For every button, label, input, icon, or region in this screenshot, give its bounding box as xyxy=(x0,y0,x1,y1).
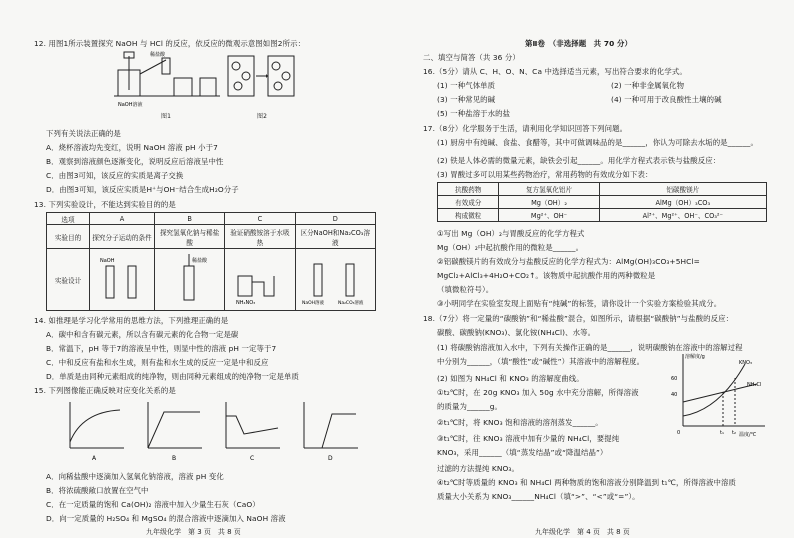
q18-sub-3b: 的质量为______g。 xyxy=(437,402,503,411)
tick-x-0: 0 xyxy=(677,430,681,436)
design-d-label-1: NaOH溶液 xyxy=(302,300,325,306)
fig2-label: 图2 xyxy=(257,113,268,120)
q16-item-4: (4) 一种可用于改良酸性土壤的碱 xyxy=(611,95,722,104)
tick-y-60: 60 xyxy=(671,376,678,382)
design-c-label: NH₄NO₃ xyxy=(235,299,256,306)
q17-line-2: (2) 铁是人体必需的微量元素，缺铁会引起______。用化学方程式表示铁与盐酸反应： xyxy=(437,156,721,165)
q14-option-a: A．碳中和含有碳元素，所以含有碳元素的化合物一定是碳 xyxy=(46,330,239,339)
q13-purpose-label: 实验目的 xyxy=(47,225,90,249)
graph-b xyxy=(148,402,202,462)
q18-sub-5: ③t₁℃时，往 KNO₃ 溶液中加有少量的 NH₄Cl，要提纯 xyxy=(437,434,620,443)
tick-x-t2: t₂ xyxy=(732,430,736,436)
tick-y-40: 40 xyxy=(671,392,678,398)
design-b-label: 稀盐酸 xyxy=(191,257,207,264)
antacid-row2-col3: Al³⁺、Mg²⁺、OH⁻、CO₃²⁻ xyxy=(599,209,766,222)
graph-d xyxy=(304,402,358,462)
q17-line-6: ②铝碳酸镁片的有效成分与盐酸反应的化学方程式为：AlMg(OH)₃CO₃+5HCl= xyxy=(437,257,700,266)
q13-header-b: B xyxy=(155,213,225,225)
antacid-row1-label: 有效成分 xyxy=(438,196,499,209)
q18-sub-6: 过滤的方法提纯 KNO₃。 xyxy=(437,464,519,473)
q17-line-4: ①写出 Mg（OH）₂与胃酸反应的化学方程式 xyxy=(437,229,585,238)
q15-option-b: B．将浓硫酸敞口放置在空气中 xyxy=(46,486,149,495)
fig1-label-naoh: NaOH溶液 xyxy=(118,102,143,108)
design-a-label: NaOH xyxy=(100,257,115,264)
q17-line-9: ③小明同学在实验室发现上面贴有“纯碱”的标签，请你设计一个实验方案检验其成分。 xyxy=(437,299,722,308)
q18-sub-4: ②t₁℃时，将 KNO₃ 饱和溶液的溶剂蒸发______。 xyxy=(437,418,603,427)
q12-stem: 12. 用图1所示装置探究 NaOH 与 HCl 的反应，依反应的微观示意图如图2所示： xyxy=(34,39,306,48)
series-nh4cl: NH₄Cl xyxy=(747,382,762,388)
q16-item-5: (5) 一种盐溶于水的盐 xyxy=(437,109,511,118)
q18-sub-1: (1) 将碳酸钠溶液加入水中，下列有关操作正确的是______，说明碳酸钠在溶液中的溶解过程 xyxy=(437,343,743,352)
q12-figure-1 xyxy=(112,50,222,112)
q13-purpose-a: 探究分子运动的条件 xyxy=(90,225,155,249)
q12-prompt: 下列有关说法正确的是 xyxy=(46,129,121,138)
q14-option-d: D．单质是由同种元素组成的纯净物，则由同种元素组成的纯净物一定是单质 xyxy=(46,372,299,381)
q12-option-a: A．烧杯溶液均先变红，说明 NaOH 溶液 pH 小于7 xyxy=(46,143,218,152)
graph-ylabel: 溶解度/g xyxy=(685,354,705,360)
q18-sub-5b: KNO₃，采用______（填“蒸发结晶”或“降温结晶”） xyxy=(437,448,608,457)
q13-design-b xyxy=(155,249,225,311)
q13-purpose-b: 探究氢氧化钠与稀盐酸 xyxy=(155,225,225,249)
q13-stem: 13. 下列实验设计，不能达到实验目的的是 xyxy=(34,200,176,209)
right-footer: 九年级化学 第 4 页 共 8 页 xyxy=(535,528,630,536)
q12-option-b: B．观察到溶液颜色逐渐变化，说明反应后溶液呈中性 xyxy=(46,157,224,166)
q18-sub-1b: 中分别为______，（填“酸性”或“碱性”）其溶液中的溶解程度。 xyxy=(437,357,645,366)
q17-line-8: （填微粒符号）。 xyxy=(437,285,494,294)
q18-sub-7: ④t₂℃时等质量的 KNO₃ 和 NH₄Cl 两种物质的饱和溶液分别降温到 t₁℃，所得溶液中溶质 xyxy=(437,478,736,487)
q18-sub-7b: 质量大小关系为 KNO₃______NH₄Cl（填“>”、“<”或“=”）。 xyxy=(437,492,640,501)
q13-design-label: 实验设计 xyxy=(47,249,90,311)
q17-line-5: Mg（OH）₂中起抗酸作用的微粒是______。 xyxy=(437,243,584,252)
q12-figure-2 xyxy=(224,46,304,112)
graph-c xyxy=(226,402,280,462)
q17-stem: 17.（8分）化学服务于生活，请利用化学知识回答下列问题。 xyxy=(423,124,628,133)
antacid-row2-col2: Mg²⁺、OH⁻ xyxy=(499,209,599,222)
q17-antacid-table xyxy=(437,182,767,222)
graph-xlabel: 温度/℃ xyxy=(739,432,757,438)
q14-stem: 14. 如推理是学习化学常用的思维方法，下列推理正确的是 xyxy=(34,316,229,325)
fig1-label: 图1 xyxy=(161,113,172,120)
q17-line-7: MgCl₂+AlCl₃+4H₂O+CO₂↑。该物质中起抗酸作用的两种微粒是 xyxy=(437,271,656,280)
q13-header-c: C xyxy=(225,213,295,225)
q13-design-a xyxy=(90,249,155,311)
q12-option-c: C．由图3可知，该反应的实质是离子交换 xyxy=(46,171,184,180)
design-d-label-2: Na₂CO₃溶液 xyxy=(338,300,364,306)
q17-line-3: (3) 胃酸过多可以用某些药物治疗，常用药物的有效成分如下表： xyxy=(437,170,653,179)
tick-x-t1: t₁ xyxy=(720,430,724,436)
q16-item-1: (1) 一种气体单质 xyxy=(437,81,496,90)
q18-stem: 18.（7分）将一定量的“碳酸钠”和“稀盐酸”混合，如图所示，请根据“碳酸钠”与盐酸的反应： xyxy=(423,314,734,323)
q15-graphs xyxy=(60,398,370,464)
q15-stem: 15. 下列图像能正确反映对应变化关系的是 xyxy=(34,386,176,395)
graph-letter-d: D xyxy=(328,455,333,462)
q18-sub-2: (2) 如图为 NH₄Cl 和 KNO₃ 的溶解度曲线。 xyxy=(437,374,584,383)
q13-header-d: D xyxy=(295,213,375,225)
q13-header-option: 选项 xyxy=(47,213,90,225)
solubility-graph xyxy=(669,350,769,440)
q18-sub-3: ①t₂℃时，在 20g KNO₃ 加入 50g 水中充分溶解，所得溶液 xyxy=(437,388,639,397)
graph-a xyxy=(70,402,124,462)
q16-item-2: (2) 一种非金属氧化物 xyxy=(611,81,685,90)
q13-design-d xyxy=(295,249,375,311)
q13-table xyxy=(46,212,376,311)
q16-item-3: (3) 一种常见的碱 xyxy=(437,95,496,104)
q13-purpose-c: 验证硝酸铵溶于水吸热 xyxy=(225,225,295,249)
right-page xyxy=(397,0,794,538)
q12-option-d: D．由图3可知，该反应实质是H⁺与OH⁻结合生成H₂O分子 xyxy=(46,185,239,194)
q13-design-c xyxy=(225,249,295,311)
q13-purpose-d: 区分NaOH和Na₂CO₃溶液 xyxy=(295,225,375,249)
q16-stem: 16.（5分）请从 C、H、O、N、Ca 中选择适当元素，写出符合要求的化学式。 xyxy=(423,67,687,76)
antacid-header-1: 抗酸药物 xyxy=(438,183,499,196)
q15-option-d: D．向一定质量的 H₂SO₄ 和 MgSO₄ 的混合溶液中逐滴加入 NaOH 溶液 xyxy=(46,514,286,523)
q13-header-a: A xyxy=(90,213,155,225)
q18-intro: 碳酸、碳酸钠(KNO₃)、氯化铵(NH₄Cl)、水等。 xyxy=(437,328,596,337)
left-footer: 九年级化学 第 3 页 共 8 页 xyxy=(146,528,241,536)
antacid-header-3: 铝碳酸镁片 xyxy=(599,183,766,196)
antacid-row1-col2: Mg（OH）₂ xyxy=(499,196,599,209)
q14-option-c: C．中和反应有盐和水生成，则有盐和水生成的反应一定是中和反应 xyxy=(46,358,269,367)
antacid-row2-label: 构成微粒 xyxy=(438,209,499,222)
section-two-title: 二、填空与简答（共 36 分） xyxy=(423,53,520,62)
series-kno3: KNO₃ xyxy=(739,360,752,366)
graph-letter-a: A xyxy=(92,455,97,462)
q15-option-a: A．向稀盐酸中逐滴加入氢氧化钠溶液，溶液 pH 变化 xyxy=(46,472,224,481)
q17-line-1: (1) 厨房中有纯碱、食盐、食醋等，其中可做调味品的是______，你认为可除去水垢的是______。 xyxy=(437,138,758,147)
antacid-header-2: 复方氢氧化铝片 xyxy=(499,183,599,196)
antacid-row1-col3: AlMg（OH）₃CO₃ xyxy=(599,196,766,209)
q14-option-b: B．常温下，pH 等于7的溶液呈中性，则显中性的溶液 pH 一定等于7 xyxy=(46,344,277,353)
graph-letter-c: C xyxy=(250,455,255,462)
graph-letter-b: B xyxy=(172,455,177,462)
fig1-label-hcl: 稀盐酸 xyxy=(150,52,166,58)
section-title: 第Ⅱ卷 （非选择题 共 70 分） xyxy=(525,39,632,48)
q15-option-c: C．在一定质量的饱和 Ca(OH)₂ 溶液中加入少量生石灰（CaO） xyxy=(46,500,260,509)
